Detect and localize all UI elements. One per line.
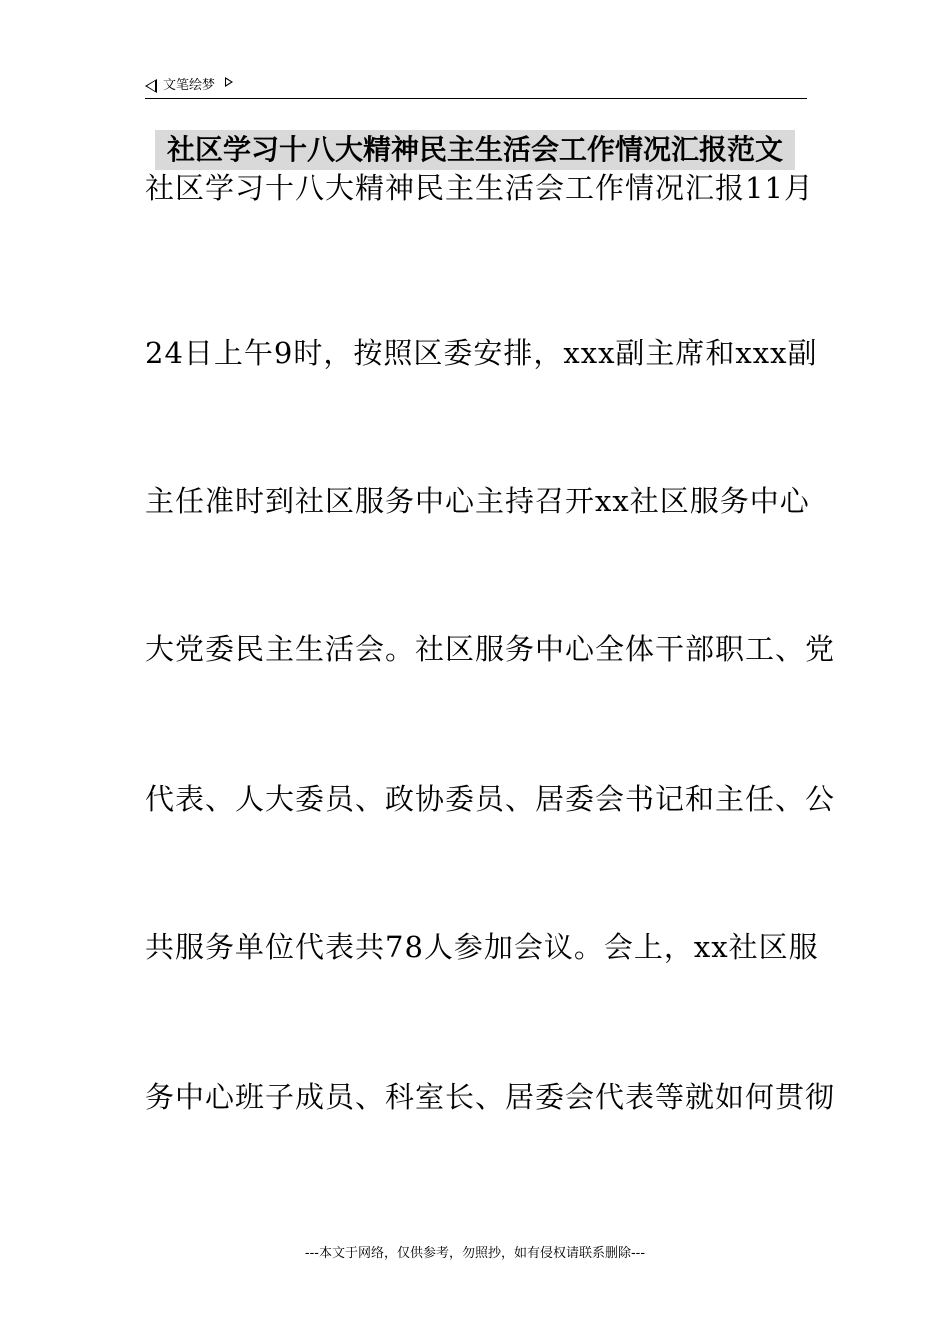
body-line-7: 务中心班子成员、科室长、居委会代表等就如何贯彻 (145, 1080, 836, 1114)
body-line-6: 共服务单位代表共78人参加会议。会上，xx社区服 (145, 930, 819, 964)
header-text: 文笔绘梦 (163, 78, 216, 93)
body-line-1: 社区学习十八大精神民主生活会工作情况汇报11月 (145, 171, 814, 205)
document-title: 社区学习十八大精神民主生活会工作情况汇报范文 (155, 130, 795, 170)
page-header (145, 74, 807, 98)
page-footer: ---本文于网络，仅供参考，勿照抄，如有侵权请联系删除--- (304, 1246, 646, 1261)
triangle-right-outline-icon (225, 77, 233, 87)
header-divider (145, 98, 807, 99)
body-line-4: 大党委民主生活会。社区服务中心全体干部职工、党 (145, 632, 836, 666)
body-line-5: 代表、人大委员、政协委员、居委会书记和主任、公 (145, 782, 836, 816)
body-line-3: 主任准时到社区服务中心主持召开xx社区服务中心 (145, 484, 810, 518)
body-line-2: 24日上午9时，按照区委安排，xxx副主席和xxx副 (145, 336, 818, 370)
triangle-left-outline-icon (145, 79, 157, 93)
